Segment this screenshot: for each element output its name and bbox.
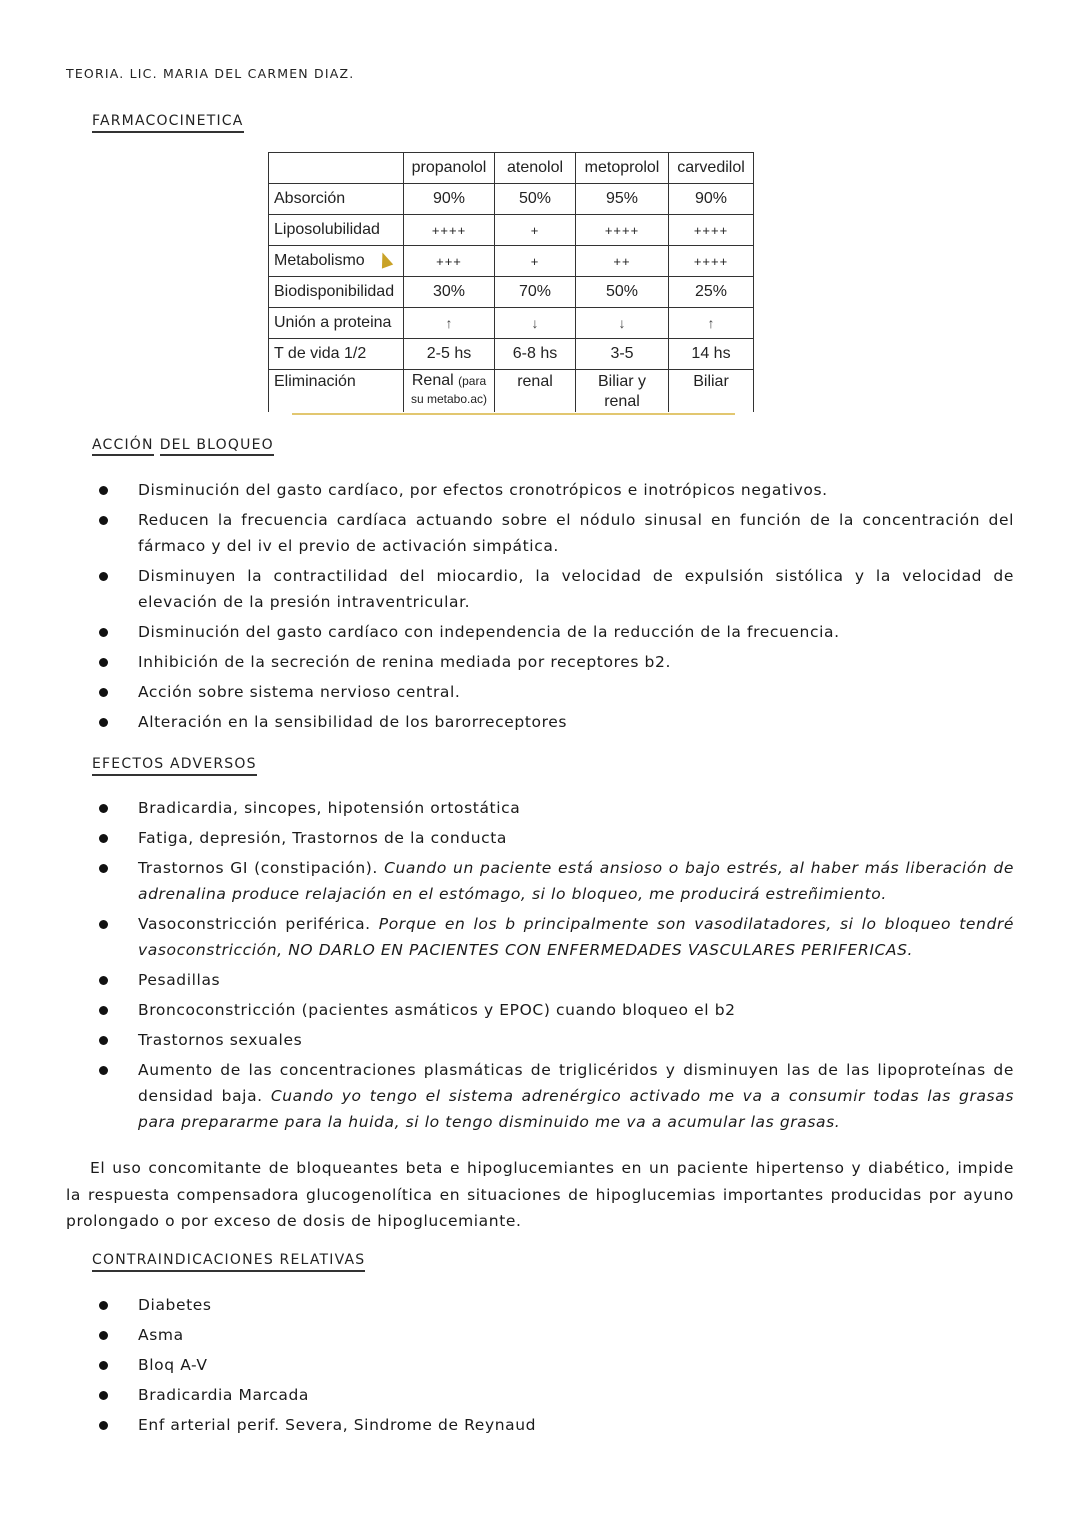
item-text: Pesadillas bbox=[138, 971, 221, 989]
table-cell: 25% bbox=[669, 277, 754, 308]
table-cell: 3-5 bbox=[576, 339, 669, 370]
title-word: DEL BLOQUEO bbox=[160, 437, 274, 456]
table-row bbox=[269, 246, 754, 277]
accion-list bbox=[98, 477, 1014, 739]
contraindicaciones-list bbox=[98, 1292, 1014, 1442]
table-cell: renal bbox=[495, 370, 576, 413]
list-item: Inhibición de la secreción de renina mediada por receptores b2. bbox=[98, 649, 1014, 675]
list-item: Disminución del gasto cardíaco con independencia de la reducción de la frecuencia. bbox=[98, 619, 1014, 645]
cell-note: (para su metabo.ac) bbox=[410, 374, 488, 406]
list-item: Disminución del gasto cardíaco, por efectos cronotrópicos e inotrópicos negativos. bbox=[98, 477, 1014, 503]
table-cell: ++ bbox=[576, 246, 669, 277]
item-text: Aumento de las concentraciones plasmáticas de triglicéridos y disminuyen las de las lipoproteínas de densidad baja. bbox=[138, 1061, 1014, 1105]
table-cell: 14 hs bbox=[669, 339, 754, 370]
arrow-down-icon: ↓ bbox=[495, 308, 576, 339]
list-item: Acción sobre sistema nervioso central. bbox=[98, 679, 1014, 705]
table-row bbox=[269, 277, 754, 308]
row-label: Biodisponibilidad bbox=[269, 277, 404, 308]
document-header: TEORIA. LIC. MARIA DEL CARMEN DIAZ. bbox=[66, 66, 355, 81]
item-note: Cuando un paciente está ansioso o bajo estrés, al haber más liberación de adrenalina produce relajación en el estómago, si lo bloqueo, me producirá estreñimiento. bbox=[138, 859, 1014, 903]
table-cell: ++++ bbox=[404, 215, 495, 246]
list-item bbox=[98, 997, 1014, 1023]
list-item bbox=[98, 1057, 1014, 1135]
table-cell: ++++ bbox=[576, 215, 669, 246]
list-item: Disminuyen la contractilidad del miocardio, la velocidad de expulsión sistólica y la velocidad de elevación de la presión intraventricular. bbox=[98, 563, 1014, 615]
row-label: Eliminación bbox=[269, 370, 404, 413]
section-title-efectos: EFECTOS ADVERSOS bbox=[92, 755, 257, 776]
item-text: Trastornos GI (constipación). bbox=[138, 859, 378, 877]
list-item bbox=[98, 911, 1014, 963]
item-text: Bradicardia, sincopes, hipotensión ortostática bbox=[138, 799, 521, 817]
list-item bbox=[98, 1027, 1014, 1053]
table-cell: +++ bbox=[404, 246, 495, 277]
table-cell: 6-8 hs bbox=[495, 339, 576, 370]
list-item bbox=[98, 795, 1014, 821]
table-cell: 50% bbox=[576, 277, 669, 308]
cell-value: Renal bbox=[411, 372, 454, 389]
item-text: Trastornos sexuales bbox=[138, 1031, 303, 1049]
list-item bbox=[98, 855, 1014, 907]
table-row bbox=[269, 308, 754, 339]
table-cell: ++++ bbox=[669, 215, 754, 246]
item-note: Cuando yo tengo el sistema adrenérgico activado me va a consumir todas las grasas para prepararme para la huida, si lo tengo disminuido me va a acumular las grasas. bbox=[138, 1087, 1014, 1131]
table-corner-cell bbox=[269, 153, 404, 184]
column-header: metoprolol bbox=[576, 153, 669, 184]
table-cell: + bbox=[495, 246, 576, 277]
list-item: Bloq A-V bbox=[98, 1352, 1014, 1378]
table-cell: ++++ bbox=[669, 246, 754, 277]
table-cell: 50% bbox=[495, 184, 576, 215]
row-label: Liposolubilidad bbox=[269, 215, 404, 246]
table-cell: 90% bbox=[669, 184, 754, 215]
table-row bbox=[269, 370, 754, 413]
table-cell: 90% bbox=[404, 184, 495, 215]
list-item: Reducen la frecuencia cardíaca actuando sobre el nódulo sinusal en función de la concentración del fármaco y del iv el previo de activación simpática. bbox=[98, 507, 1014, 559]
arrow-up-icon: ↑ bbox=[669, 308, 754, 339]
table-cell: Biliar y renal bbox=[576, 370, 669, 413]
row-label-cell bbox=[269, 246, 404, 277]
table-row bbox=[269, 339, 754, 370]
list-item: Diabetes bbox=[98, 1292, 1014, 1318]
title-word: ACCIÓN bbox=[92, 437, 154, 456]
column-header: propanolol bbox=[404, 153, 495, 184]
table-row bbox=[269, 215, 754, 246]
pharmacokinetics-table bbox=[268, 152, 754, 412]
list-item bbox=[98, 967, 1014, 993]
item-note: Porque en los b principalmente son vasodilatadores, si lo bloqueo tendré vasoconstricción, NO DARLO EN PACIENTES CON ENFERMEDADES VASCULARES PERIFERICAS. bbox=[138, 915, 1014, 959]
arrow-down-icon: ↓ bbox=[576, 308, 669, 339]
row-label: Absorción bbox=[269, 184, 404, 215]
item-text: Broncoconstricción (pacientes asmáticos y EPOC) cuando bloqueo el b2 bbox=[138, 1001, 736, 1019]
table-cell: 2-5 hs bbox=[404, 339, 495, 370]
table-cell: 70% bbox=[495, 277, 576, 308]
table-cell: Biliar bbox=[669, 370, 754, 413]
row-label: Metabolismo bbox=[274, 252, 365, 269]
efectos-list bbox=[98, 795, 1014, 1139]
list-item bbox=[98, 825, 1014, 851]
list-item: Enf arterial perif. Severa, Sindrome de Reynaud bbox=[98, 1412, 1014, 1438]
table-cell: 30% bbox=[404, 277, 495, 308]
list-item: Bradicardia Marcada bbox=[98, 1382, 1014, 1408]
warning-triangle-icon bbox=[376, 250, 392, 268]
column-header: atenolol bbox=[495, 153, 576, 184]
list-item: Asma bbox=[98, 1322, 1014, 1348]
section-title-farmacocinetica: FARMACOCINETICA bbox=[92, 112, 244, 133]
row-label: T de vida 1/2 bbox=[269, 339, 404, 370]
table-highlight-line bbox=[292, 413, 735, 415]
list-item: Alteración en la sensibilidad de los barorreceptores bbox=[98, 709, 1014, 735]
table-cell: + bbox=[495, 215, 576, 246]
row-label: Unión a proteina bbox=[269, 308, 404, 339]
arrow-up-icon: ↑ bbox=[404, 308, 495, 339]
table-cell: 95% bbox=[576, 184, 669, 215]
section-title-contraindicaciones: CONTRAINDICACIONES RELATIVAS bbox=[92, 1251, 365, 1272]
item-text: Vasoconstricción periférica. bbox=[138, 915, 371, 933]
item-text: Fatiga, depresión, Trastornos de la conducta bbox=[138, 829, 508, 847]
table-cell bbox=[404, 370, 495, 413]
diabetes-paragraph: El uso concomitante de bloqueantes beta e hipoglucemiantes en un paciente hipertenso y diabético, impide la respuesta compensadora glucogenolítica en situaciones de hipoglucemias importantes producidas por ayuno prolongado o por exceso de dosis de hipoglucemiante. bbox=[66, 1159, 1014, 1230]
table-header-row bbox=[269, 153, 754, 184]
column-header: carvedilol bbox=[669, 153, 754, 184]
table-row bbox=[269, 184, 754, 215]
section-title-accion bbox=[92, 436, 280, 455]
